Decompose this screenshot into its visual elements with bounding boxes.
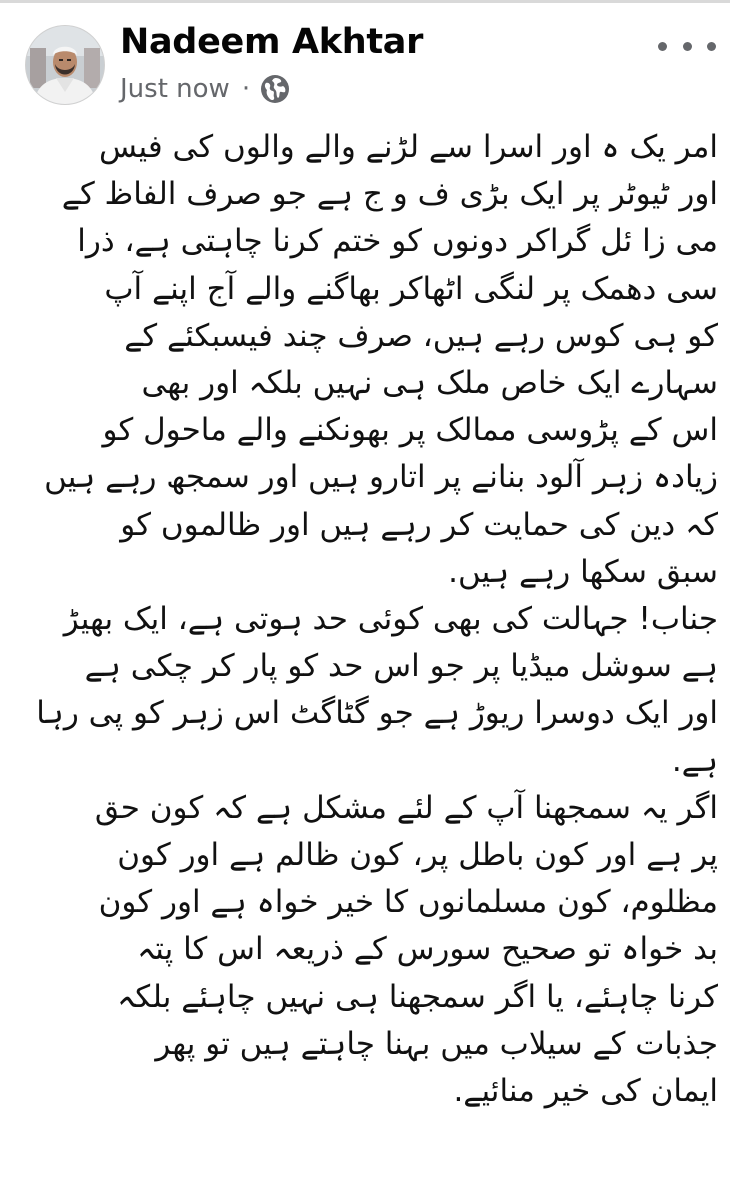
body-line: سبق سکھا رہے ہیں. [448, 553, 718, 590]
body-line: می زا ئل گراکر دونوں کو ختم کرنا چاہتی ہے، ذرا [77, 223, 718, 260]
body-line: پر ہے اور کون باطل پر، کون ظالم ہے اور کون [117, 837, 718, 874]
body-line: سی دھمک پر لنگی اٹھاکر بھاگنے والے آج اپنے آپ [104, 270, 718, 307]
more-horizontal-icon[interactable] [658, 28, 716, 64]
profile-photo [26, 26, 104, 104]
body-line: بد خواہ تو صحیح سورس کے ذریعہ اس کا پتہ [137, 931, 718, 968]
post-header [0, 0, 730, 120]
body-line: اور ٹیوٹر پر ایک بڑی ف و ج ہے جو صرف الفاظ کے [61, 176, 718, 213]
body-line: جناب! جہالت کی بھی کوئی حد ہوتی ہے، ایک بھیڑ [63, 601, 718, 638]
body-line: زیادہ زہر آلود بنانے پر اتارو ہیں اور سمجھ رہے ہیں [44, 459, 718, 496]
body-line: امر یک ہ اور اسرا سے لڑنے والے والوں کی فیس [98, 129, 718, 165]
body-line: ایمان کی خیر منائیے. [453, 1073, 718, 1110]
post-body [34, 124, 718, 1115]
more-dot [707, 42, 716, 51]
body-line: ہے. [671, 742, 718, 779]
more-dot [683, 42, 692, 51]
body-line: جذبات کے سیلاب میں بہنا چاہتے ہیں تو پھر [155, 1025, 718, 1062]
body-line: اور ایک دوسرا ریوڑ ہے جو گٹاگٹ اس زہر کو پی رہا [36, 695, 718, 732]
body-line: اس کے پڑوسی ممالک پر بھونکنے والے ماحول کو [102, 412, 718, 449]
body-line: کرنا چاہئے، یا اگر سمجھنا ہی نہیں چاہئے بلکہ [117, 978, 718, 1015]
body-line: کہ دین کی حمایت کر رہے ہیں اور ظالموں کو [120, 506, 718, 543]
body-line: ہے سوشل میڈیا پر جو اس حد کو پار کر چکی ہے [84, 648, 718, 685]
body-line: سہارے ایک خاص ملک ہی نہیں بلکہ اور بھی [141, 365, 718, 402]
post-meta [120, 72, 290, 106]
globe-icon[interactable] [260, 74, 290, 104]
body-line: مظلوم، کون مسلمانوں کا خیر خواہ ہے اور کون [98, 884, 718, 921]
body-line: اگر یہ سمجھنا آپ کے لئے مشکل ہے کہ کون حق [94, 789, 718, 826]
body-line: کو ہی کوس رہے ہیں، صرف چند فیسبکئے کے [124, 317, 718, 354]
more-dot [658, 42, 667, 51]
avatar[interactable] [26, 26, 104, 104]
meta-separator: · [241, 74, 251, 104]
author-name[interactable]: Nadeem Akhtar [120, 22, 424, 62]
timestamp[interactable]: Just now [120, 74, 230, 104]
